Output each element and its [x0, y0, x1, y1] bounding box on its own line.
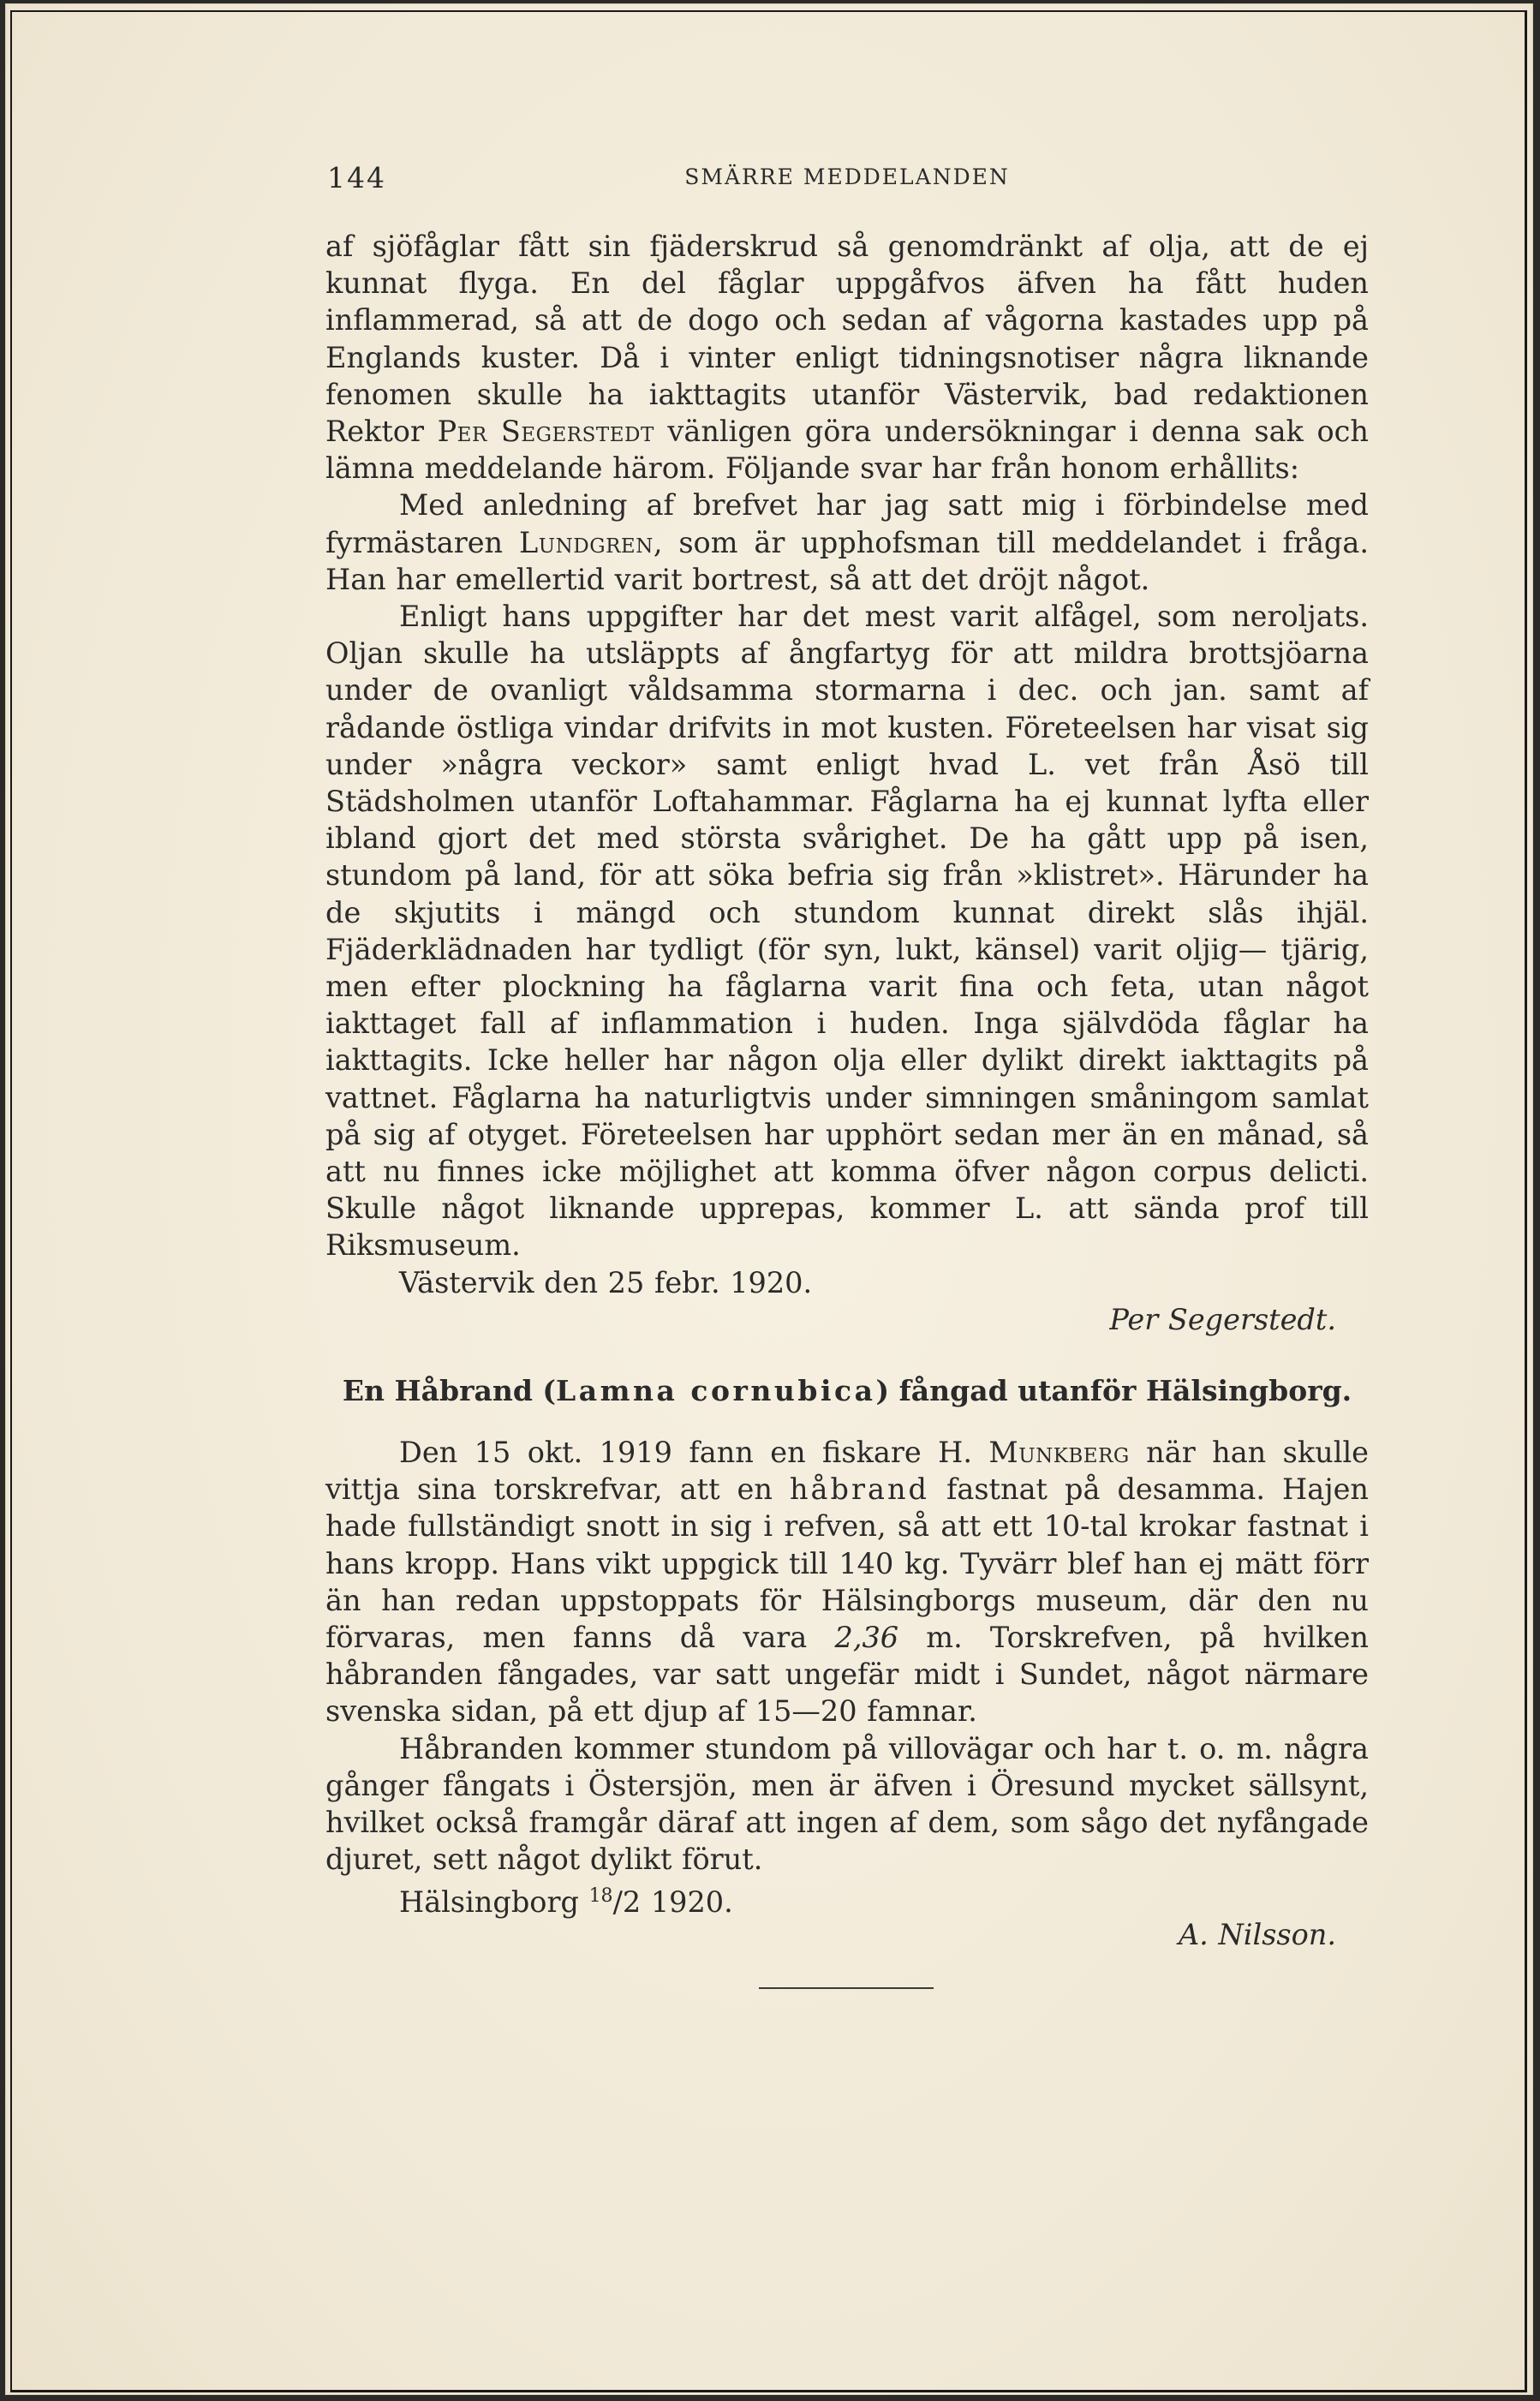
- person-name: Per Segerstedt: [437, 415, 654, 449]
- person-name: Munkberg: [988, 1436, 1130, 1469]
- heading-text: En Håbrand (: [342, 1374, 557, 1407]
- end-rule: [759, 1987, 934, 1989]
- paragraph: Enligt hans uppgifter har det mest varit alfågel, som neroljats. Oljan skulle ha utsläppts af ångfartyg för att mildra brottsjöarna under de ovanligt våldsamma stormarna i dec. och jan. samt af rådande östliga vindar drifvits in mot kusten. Företeelsen har visat sig under »några veckor» samt enligt hvad L. vet från Åsö till Städsholmen utanför Loftahammar. Fåglarna ha ej kunnat lyfta eller ibland gjort det med största svårighet. De ha gått upp på isen, stundom på land, för att söka befria sig från »klistret». Härunder ha de skjutits i mängd och stundom kunnat direkt slås ihjäl. Fjäderklädnaden har tydligt (för syn, lukt, känsel) varit oljig— tjärig, men efter plockning ha fåglarna varit fina och feta, utan något iakttaget fall af inflammation i huden. Inga självdöda fåglar ha iakttagits. Icke heller har någon olja eller dylikt direkt iakttagits på vattnet. Fåglarna ha naturligtvis under simningen småningom samlat på sig af otyget. Företeelsen har upphört sedan mer än en månad, så att nu finnes icke möjlighet att komma öfver någon corpus delicti. Skulle något liknande upprepas, kommer L. att sända prof till Riksmuseum.: [325, 600, 1369, 1263]
- article-oil-birds: [325, 228, 1369, 1338]
- paragraph: [325, 228, 1369, 487]
- dateline-place: Hälsingborg: [399, 1885, 579, 1920]
- paragraph-text: fastnat på desamma. Hajen hade fullständigt snott in sig i refven, så att ett 10-tal krokar fastnat i hans kropp. Hans vikt uppgick till 140 kg. Tyvärr blef han ej mätt förr än han redan uppstoppats för Hälsingborgs museum, där den nu förvaras, men fanns då vara: [325, 1472, 1370, 1655]
- dateline: Västervik den 25 febr. 1920.: [399, 1265, 813, 1299]
- running-head-title: SMÄRRE MEDDELANDEN: [684, 164, 1010, 189]
- signature: A. Nilsson.: [1178, 1917, 1336, 1951]
- signature: Per Segerstedt.: [1109, 1302, 1336, 1336]
- article-heading: [325, 1374, 1369, 1407]
- paragraph-text: vänligen göra undersökningar i denna sak och lämna meddelande härom. Följande svar har från honom erhållits:: [325, 415, 1369, 486]
- paragraph-text: af sjöfåglar fått sin fjäderskrud så genomdränkt af olja, att de ej kunnat flyga. En del fåglar uppgåfvos äfven ha fått huden inflammerad, så att de dogo och sedan af vågorna kastades upp på Englands kuster. Då i vinter enligt tidningsnotiser några liknande fenomen skulle ha iakttagits utanför Västervik, bad redaktionen Rektor: [325, 230, 1369, 449]
- scanned-page: [5, 3, 1533, 2395]
- dateline: [325, 1878, 1369, 1920]
- page-number: 144: [327, 161, 386, 194]
- paragraph-text: , som är upphofsman till meddelandet i fråga. Han har emellertid varit bortrest, så att det dröjt något.: [325, 525, 1369, 596]
- paragraph-text: Den 15 okt. 1919 fann en fiskare H.: [399, 1436, 972, 1469]
- dateline-month: /2: [612, 1885, 642, 1920]
- spaced-term: håbrand: [789, 1472, 929, 1507]
- paragraph-text: när han skulle vittja sina torskrefvar, att en: [325, 1436, 1369, 1507]
- paragraph-text: m. Torskrefven, på hvilken håbranden fångades, var satt ungefär midt i Sundet, något närmare svenska sidan, på ett djup af 15—20 famnar.: [325, 1621, 1369, 1729]
- paragraph: [325, 487, 1369, 598]
- article-habrand: [325, 1434, 1369, 1953]
- running-head: [325, 161, 1369, 195]
- dateline-year: 1920.: [650, 1885, 733, 1920]
- paragraph-text: Med anledning af brefvet har jag satt mig i förbindelse med fyrmästaren: [325, 488, 1369, 559]
- person-name: Lundgren: [519, 525, 654, 559]
- heading-species: Lamna cornubica: [556, 1374, 876, 1407]
- measurement: 2,36: [834, 1621, 899, 1655]
- paragraph: Håbranden kommer stundom på villovägar och har t. o. m. några gånger fångats i Östersjön, men är äfven i Öresund mycket sällsynt, hvilket också framgår däraf att ingen af dem, som sågo det nyfångade djuret, sett något dylikt förut.: [325, 1731, 1369, 1877]
- heading-text: ) fångad utanför Hälsingborg.: [875, 1374, 1352, 1407]
- dateline-day: 18: [588, 1885, 613, 1908]
- paragraph: [325, 1434, 1369, 1730]
